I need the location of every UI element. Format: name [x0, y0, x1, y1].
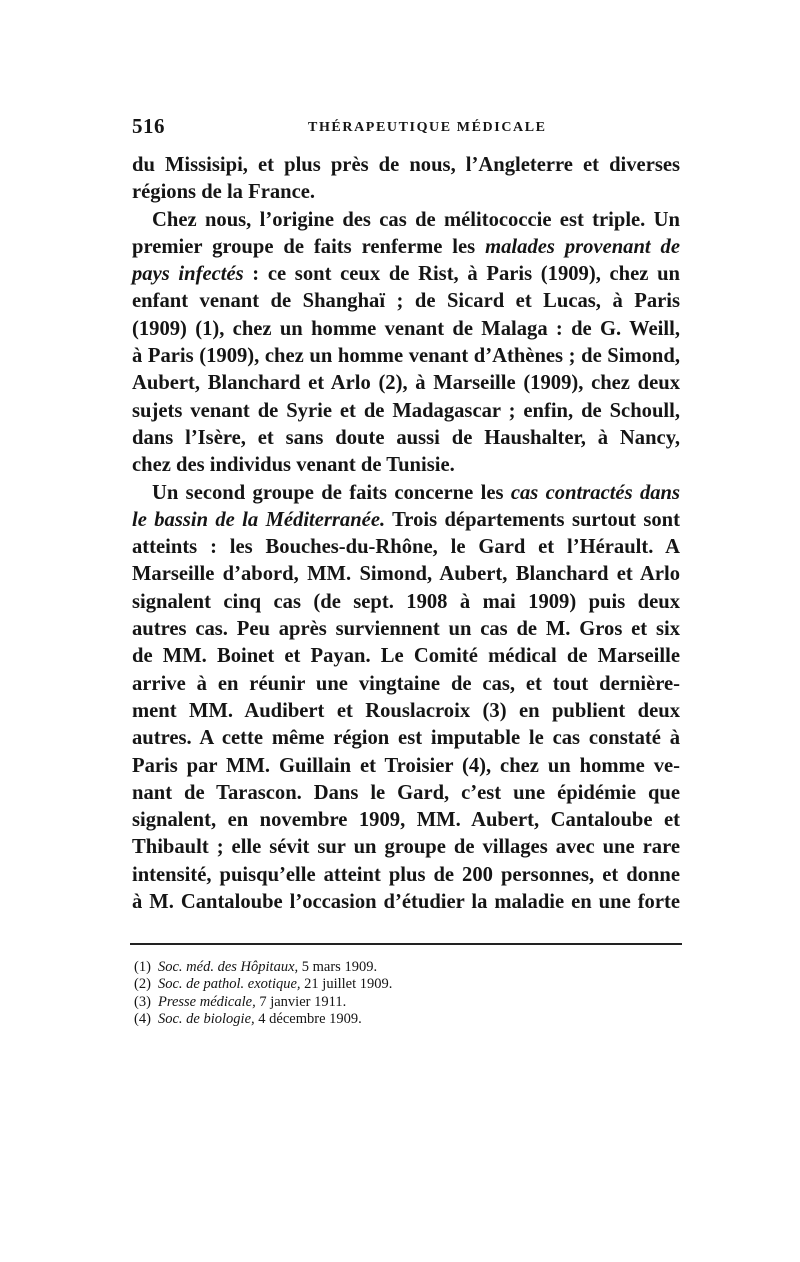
italic-text: le bassin de la Méditerranée. — [132, 508, 386, 531]
text-segment: : ce sont ceux de Rist, à Paris (1909), chez un — [243, 263, 680, 286]
text-line — [132, 862, 680, 889]
italic-text: cas contractés dans — [510, 481, 681, 504]
text-segment: atteints : les Bouches-du-Rhône, le Gard et l’Hérault. A — [132, 536, 680, 559]
text-line — [132, 698, 680, 725]
running-title: THÉRAPEUTIQUE MÉDICALE — [308, 120, 547, 135]
footnote — [134, 959, 494, 976]
text-segment: Aubert, Blanchard et Arlo (2), à Marseille (1909), chez deux — [132, 372, 680, 395]
text-line — [132, 725, 680, 752]
text-line — [132, 834, 680, 861]
footnote-number: (3) — [134, 993, 151, 1010]
text-line — [132, 370, 680, 397]
text-segment: à M. Cantaloube l’occasion d’étudier la maladie en une forte — [132, 891, 680, 914]
text-line — [132, 643, 680, 670]
text-line — [132, 889, 680, 916]
text-segment: arrive à en réunir une vingtaine de cas, et tout dernière- — [132, 672, 680, 695]
footnote-date: 7 janvier 1911. — [259, 993, 347, 1010]
text-line — [132, 780, 680, 807]
text-line — [132, 753, 680, 780]
text-line — [132, 616, 680, 643]
text-segment: dans l’Isère, et sans doute aussi de Haushalter, à Nancy, — [132, 426, 680, 449]
text-segment: (1909) (1), chez un homme venant de Malaga : de G. Weill, — [132, 317, 680, 340]
text-segment: autres. A cette même région est imputable le cas constaté à — [132, 727, 680, 750]
text-line — [132, 425, 680, 452]
text-segment: signalent cinq cas (de sept. 1908 à mai 1909) puis deux — [132, 590, 680, 613]
text-line — [132, 343, 680, 370]
text-segment: premier groupe de faits renferme les — [132, 235, 486, 258]
footnote-number: (1) — [134, 959, 151, 975]
text-segment: chez des individus venant de Tunisie. — [132, 454, 455, 477]
text-segment: nant de Tarascon. Dans le Gard, c’est une épidémie que — [132, 781, 680, 804]
text-line — [132, 807, 680, 834]
text-line — [132, 452, 680, 479]
text-line — [132, 398, 680, 425]
text-line — [132, 480, 680, 507]
text-line — [132, 261, 680, 288]
footnote-source: Soc. de pathol. exotique, — [158, 976, 301, 993]
text-segment: à Paris (1909), chez un homme venant d’Athènes ; de Simond, — [132, 345, 680, 368]
italic-text: malades provenant de — [485, 235, 680, 258]
text-segment: Thibault ; elle sévit sur un groupe de villages avec une rare — [132, 836, 680, 859]
footnote-source: Soc. de biologie, — [158, 1010, 255, 1027]
text-line — [132, 507, 680, 534]
text-segment: de MM. Boinet et Payan. Le Comité médical de Marseille — [132, 645, 680, 668]
footnote-source: Soc. méd. des Hôpitaux, — [158, 959, 299, 975]
body-text — [132, 152, 680, 916]
text-line — [132, 207, 680, 234]
text-segment: intensité, puisqu’elle atteint plus de 200 personnes, et donne — [132, 863, 680, 886]
footnote-number: (4) — [134, 1010, 151, 1027]
page-header — [132, 114, 680, 142]
footnote-date: 21 juillet 1909. — [304, 976, 393, 993]
text-segment: Marseille d’abord, MM. Simond, Aubert, Blanchard et Arlo — [132, 563, 680, 586]
text-segment: du Missisipi, et plus près de nous, l’Angleterre et diverses — [132, 154, 680, 176]
text-segment: Un second groupe de faits concerne les — [152, 481, 511, 504]
text-segment: régions de la France. — [132, 181, 316, 204]
text-line — [132, 589, 680, 616]
footnote-source: Presse médicale, — [158, 993, 256, 1010]
footnote-date: 5 mars 1909. — [301, 959, 378, 975]
text-segment: Chez nous, l’origine des cas de mélitococcie est triple. Un — [152, 208, 680, 231]
italic-text: pays infectés — [132, 263, 244, 286]
text-line — [132, 179, 680, 206]
text-segment: Trois départements surtout sont — [385, 508, 680, 531]
text-line — [132, 534, 680, 561]
footnote — [134, 994, 494, 1011]
text-line — [132, 234, 680, 261]
text-segment: signalent, en novembre 1909, MM. Aubert, Cantaloube et — [132, 809, 680, 832]
footnote — [134, 1011, 494, 1028]
text-line — [132, 152, 680, 179]
page-number: 516 — [132, 114, 165, 138]
footnotes — [134, 959, 494, 1028]
text-line — [132, 671, 680, 698]
text-segment: Paris par MM. Guillain et Troisier (4), chez un homme ve- — [132, 754, 680, 777]
text-segment: enfant venant de Shanghaï ; de Sicard et Lucas, à Paris — [132, 290, 680, 313]
text-line — [132, 561, 680, 588]
footnote-date: 4 décembre 1909. — [258, 1010, 362, 1027]
footnote — [134, 976, 494, 993]
text-line — [132, 316, 680, 343]
text-line — [132, 288, 680, 315]
footnote-number: (2) — [134, 976, 151, 993]
text-segment: autres cas. Peu après surviennent un cas de M. Gros et six — [132, 618, 680, 641]
text-segment: ment MM. Audibert et Rouslacroix (3) en publient deux — [132, 699, 680, 722]
text-segment: sujets venant de Syrie et de Madagascar ; enfin, de Schoull, — [132, 399, 680, 422]
footnote-divider — [130, 943, 682, 945]
